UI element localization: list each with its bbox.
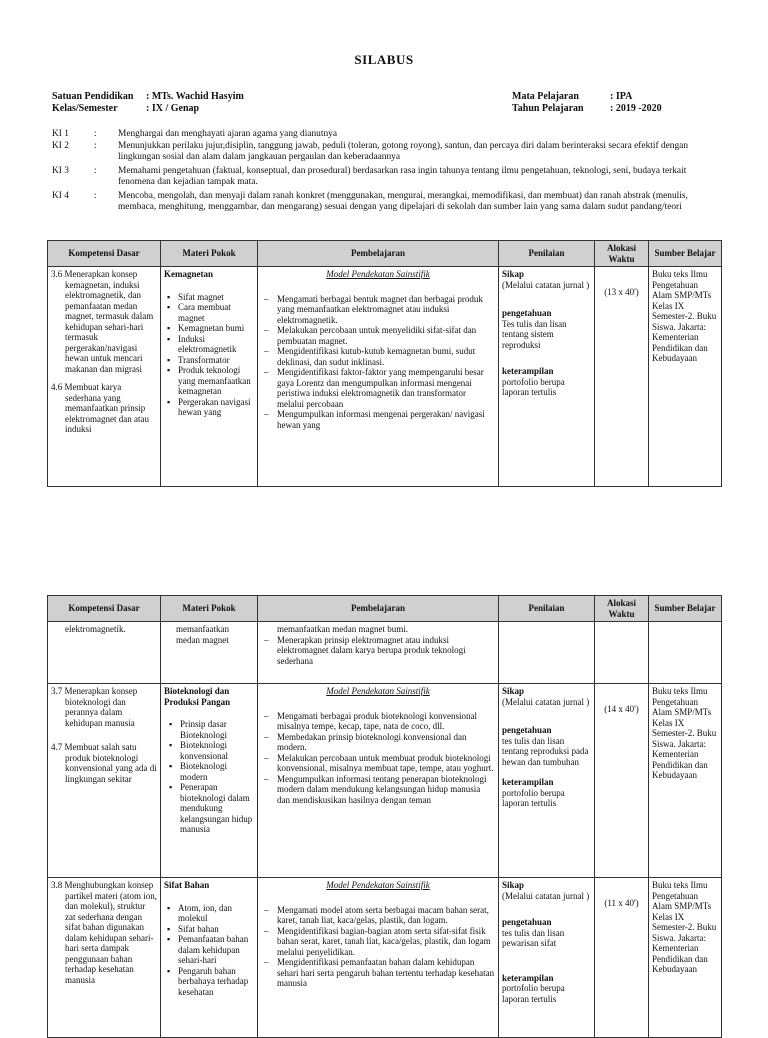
materi-text: memanfaatkan medan magnet — [176, 624, 229, 645]
penilaian-cell — [499, 684, 595, 878]
penilaian-cell — [499, 267, 595, 487]
pembelajaran-list — [261, 635, 495, 667]
kd-cell — [48, 684, 161, 878]
mapel-value: : IPA — [610, 91, 633, 102]
list-item: – Mengamati berbagai bentuk magnet dan berbagai produk yang memanfaatkan elektromagnet atau induksi elektromagnetik. — [277, 294, 495, 326]
ki-2: KI 2 : Menunjukkan perilaku jujur,disiplin, tanggung jawab, peduli (toleran, gotong royong), santun, dan percaya diri dalam berinteraksi secara efektif dengan lingkungan sosial dan alam dalam jangkauan pergaulan dan keberadaannya — [52, 141, 722, 162]
list-item: ▪ Kemagnetan bumi — [178, 323, 254, 334]
kd-text: 4.6 Membuat karya sederhana yang memanfaatkan prinsip elektromagnet dan atau induksi — [51, 382, 149, 434]
col-header: Penilaian — [499, 241, 595, 267]
materi-cell — [161, 878, 258, 1038]
pembelajaran-continued: memanfaatkan medan magnet bumi. — [277, 624, 408, 634]
keterampilan-label: keterampilan — [502, 972, 554, 983]
kelas-label: Kelas/Semester — [52, 103, 118, 114]
list-item: ▪ Bioteknologi konvensional — [180, 740, 254, 761]
ki-text: Mencoba, mengolah, dan menyaji dalam ranah konkret (menggunakan, mengurai, merangkai, memodifikasi, dan membuat) dan ranah abstrak (menulis, membaca, menghitung, menggambar, dan mengarang) sesuai dengan yang dipelajari di sekolah dan sumber lain yang sama dalam sudut pandang/teori — [118, 191, 688, 212]
col-header: Alokasi Waktu — [595, 596, 649, 622]
list-item: ▪ Pemanfaatan bahan dalam kehidupan sehari-hari — [178, 934, 254, 966]
sikap-note: (Melalui catatan jurnal ) — [502, 279, 590, 290]
kd-text: 3.7 Menerapkan konsep bioteknologi dan perannya dalam kehidupan manusia — [51, 686, 138, 728]
list-item: – Melakukan percobaan untuk membuat produk bioteknologi konvensional, misalnya membuat tape, tempe, atau yoghurt. — [277, 753, 495, 774]
ki-4: KI 4 : Mencoba, mengolah, dan menyaji dalam ranah konkret (menggunakan, mengurai, merangkai, memodifikasi, dan membuat) dan ranah abstrak (menulis, membaca, menghitung, menggambar, dan mengarang) sesuai dengan yang dipelajari di sekolah dan sumber lain yang sama dalam sudut pandang/teori — [52, 191, 722, 212]
kd-cell — [48, 267, 161, 487]
kelas-value: : IX / Genap — [146, 103, 200, 114]
table-row — [48, 878, 722, 1038]
kd-cell — [48, 878, 161, 1038]
penilaian-cell — [499, 878, 595, 1038]
ki-code: KI 2 — [52, 141, 69, 151]
materi-cell — [161, 267, 258, 487]
sumber-cell — [649, 267, 722, 487]
table-header-row — [48, 596, 722, 622]
sikap-note: (Melalui catatan jurnal ) — [502, 696, 590, 707]
materi-list — [164, 292, 254, 418]
list-item: – Mengumpulkan informasi tentang penerapan bioteknologi modern dalam mendukung kelangsungan hidup manusia dan mendiskusikan hasilnya dengan teman — [277, 774, 495, 806]
pembelajaran-cell — [258, 878, 499, 1038]
alokasi-value: (13 x 40') — [604, 287, 639, 297]
col-header: Materi Pokok — [161, 241, 258, 267]
pembelajaran-list — [261, 905, 495, 989]
satuan-value: : MTs. Wachid Hasyim — [146, 91, 244, 102]
keterampilan-label: keterampilan — [502, 366, 554, 376]
alokasi-cell — [595, 878, 649, 1038]
kd-text: elektromagnetik. — [65, 624, 126, 634]
pembelajaran-list — [261, 294, 495, 431]
syllabus-table-2 — [47, 595, 722, 1038]
ki-3: KI 3 : Memahami pengetahuan (faktual, konseptual, dan prosedural) berdasarkan rasa ingin tahunya tentang ilmu pengetahuan, teknologi, seni, budaya terkait fenomena dan kejadian tampak mata. — [52, 166, 722, 187]
col-header: Kompetensi Dasar — [48, 596, 161, 622]
col-header: Pembelajaran — [258, 596, 499, 622]
pengetahuan-label: pengetahuan — [502, 308, 552, 318]
list-item: – Membedakan prinsip bioteknologi konvensional dan modern. — [277, 732, 495, 753]
list-item: ▪ Induksi elektromagnetik — [178, 334, 254, 355]
materi-title: Bioteknologi dan Produksi Pangan — [164, 686, 231, 707]
list-item: ▪ Pergerakan navigasi hewan yang — [178, 397, 254, 418]
col-header: Pembelajaran — [258, 241, 499, 267]
ki-code: KI 4 — [52, 191, 69, 201]
keterampilan-label: keterampilan — [502, 777, 554, 787]
sumber-text: Buku teks Ilmu Pengetahuan Alam SMP/MTs Kelas IX Semester-2. Buku Siswa. Jakarta: Kementerian Pendidikan dan Kebudayaan — [652, 880, 717, 974]
alokasi-value: (14 x 40') — [604, 704, 639, 714]
list-item: – Mengidentifikasi kutub-kutub kemagnetan bumi, sudut deklinasi, dan sudut inklinasi. — [277, 346, 495, 367]
tahun-label: Tahun Pelajaran — [512, 103, 584, 114]
col-header: Sumber Belajar — [649, 241, 722, 267]
list-item: – Mengamati berbagai produk bioteknologi konvensional misalnya tempe, kecap, tape, nata de coco, dll. — [277, 711, 495, 732]
penilaian-cell — [499, 622, 595, 684]
pembelajaran-cell — [258, 267, 499, 487]
list-item: – Menerapkan prinsip elektromagnet atau induksi elektromagnet dalam karya berupa produk teknologi sederhana — [277, 635, 495, 667]
alokasi-cell — [595, 684, 649, 878]
pembelajaran-cell — [258, 622, 499, 684]
pengetahuan-label: pengetahuan — [502, 917, 552, 927]
list-item: ▪ Sifat bahan — [178, 924, 254, 935]
list-item: ▪ Transformator — [178, 355, 254, 366]
table-header-row — [48, 241, 722, 267]
alokasi-value: (11 x 40') — [604, 898, 639, 908]
syllabus-table-1 — [47, 240, 722, 487]
ki-text: Memahami pengetahuan (faktual, konseptual, dan prosedural) berdasarkan rasa ingin tahunya tentang ilmu pengetahuan, teknologi, seni, budaya terkait fenomena dan kejadian tampak mata. — [118, 166, 687, 187]
kd-cell — [48, 622, 161, 684]
ki-text: Menghargai dan menghayati ajaran agama yang dianutnya — [118, 129, 338, 139]
kd-text: 3.8 Menghubungkan konsep partikel materi (atom ion, dan molekul), struktur zat sederhana dengan sifat bahan digunakan dalam kehidupan sehari-hari serta dampak penggunaan bahan terhadap kesehatan manusia — [51, 880, 157, 985]
alokasi-cell — [595, 267, 649, 487]
list-item: ▪ Atom, ion, dan molekul — [178, 903, 254, 924]
col-header: Sumber Belajar — [649, 596, 722, 622]
col-header: Materi Pokok — [161, 596, 258, 622]
materi-title: Kemagnetan — [164, 269, 213, 279]
model-label: Model Pendekatan Sainstifik — [326, 880, 430, 890]
sumber-text: Buku teks Ilmu Pengetahuan Alam SMP/MTs Kelas IX Semester-2. Buku Siswa. Jakarta: Kementerian Pendidikan dan Kebudayaan — [652, 686, 717, 780]
list-item: ▪ Penerapan bioteknologi dalam mendukung kelangsungan hidup manusia — [180, 782, 254, 835]
sumber-cell — [649, 684, 722, 878]
materi-list — [164, 719, 254, 835]
table-row — [48, 267, 722, 487]
kd-text: 3.6 Menerapkan konsep kemagnetan, induksi elektromagnetik, dan pemanfaatan medan magnet, termasuk dalam kehidupan sehari-hari termasuk pergerakan/navigasi hewan untuk mencari makanan dan migrasi — [51, 269, 154, 374]
list-item: ▪ Sifat magnet — [178, 292, 254, 303]
pembelajaran-list — [261, 711, 495, 806]
list-item: ▪ Produk teknologi yang memanfaatkan kemagnetan — [178, 365, 254, 397]
table-row — [48, 684, 722, 878]
list-item: ▪ Pengaruh bahan berbahaya terhadap kesehatan — [178, 966, 254, 998]
pengetahuan-label: pengetahuan — [502, 725, 552, 735]
pengetahuan-note: tes tulis dan lisan pewarisan sifat — [502, 927, 565, 948]
list-item: – Mengumpulkan informasi mengenai pergerakan/ navigasi hewan yang — [277, 409, 495, 430]
materi-cell — [161, 622, 258, 684]
sikap-label: Sikap — [502, 880, 525, 890]
col-header: Alokasi Waktu — [595, 241, 649, 267]
col-header: Penilaian — [499, 596, 595, 622]
pengetahuan-note: Tes tulis dan lisan tentang sistem reproduksi — [502, 318, 567, 350]
list-item: ▪ Cara membuat magnet — [178, 302, 254, 323]
pengetahuan-note: tes tulis dan lisan tentang reproduksi pada hewan dan tumbuhan — [502, 735, 589, 767]
list-item: – Mengamati model atom serta berbagai macam bahan serat, karet, tanah liat, kaca/gelas, plastik, dan logam. — [277, 905, 495, 926]
materi-list — [164, 903, 254, 998]
table-row — [48, 622, 722, 684]
portofolio-note: portofolio berupa laporan tertulis — [502, 376, 565, 397]
col-header: Kompetensi Dasar — [48, 241, 161, 267]
sumber-cell — [649, 878, 722, 1038]
ki-code: KI 1 — [52, 129, 69, 139]
list-item: – Mengidentifikasi bagian-bagian atom serta sifat-sifat fisik bahan serat, karet, tanah liat, kaca/gelas, plastik, dan logam melalui penyelidikan. — [277, 926, 495, 958]
materi-cell — [161, 684, 258, 878]
sikap-label: Sikap — [502, 269, 525, 279]
list-item: ▪ Bioteknologi modern — [180, 761, 254, 782]
materi-title: Sifat Bahan — [164, 880, 210, 890]
list-item: – Mengidentifikasi faktor-faktor yang mempengaruhi besar gaya Lorentz dan mengumpulkan informasi mengenai peristiwa induksi elektromagnetik dan transformator melalui percobaan — [277, 367, 495, 409]
mapel-label: Mata Pelajaran — [512, 91, 579, 102]
sumber-text: Buku teks Ilmu Pengetahuan Alam SMP/MTs Kelas IX Semester-2. Buku Siswa. Jakarta: Kementerian Pendidikan dan Kebudayaan — [652, 269, 717, 363]
portofolio-note: portofolio berupa laporan tertulis — [502, 983, 565, 1004]
sikap-label: Sikap — [502, 686, 525, 696]
satuan-label: Satuan Pendidikan — [52, 91, 134, 102]
ki-text: Menunjukkan perilaku jujur,disiplin, tanggung jawab, peduli (toleran, gotong royong), santun, dan percaya diri dalam berinteraksi secara efektif dengan lingkungan sosial dan alam dalam jangkauan pergaulan dan keberadaannya — [118, 141, 689, 162]
ki-1: KI 1 : Menghargai dan menghayati ajaran agama yang dianutnya — [52, 129, 722, 140]
ki-code: KI 3 — [52, 166, 69, 176]
model-label: Model Pendekatan Sainstifik — [326, 269, 430, 279]
sumber-cell — [649, 622, 722, 684]
portofolio-note: portofolio berupa laporan tertulis — [502, 787, 565, 808]
sikap-note: (Melalui catatan jurnal ) — [502, 890, 590, 901]
list-item: ▪ Prinsip dasar Bioteknologi — [180, 719, 254, 740]
list-item: – Mengidentifikasi pemanfaatan bahan dalam kehidupan sehari hari serta pengaruh bahan tertentu terhadap kesehatan manusia — [277, 957, 495, 989]
model-label: Model Pendekatan Sainstifik — [326, 686, 430, 696]
tahun-value: : 2019 -2020 — [610, 103, 662, 114]
kd-text: 4.7 Membuat salah satu produk bioteknologi konvensional yang ada di lingkungan sekitar — [51, 742, 157, 784]
page-title: SILABUS — [354, 52, 414, 67]
list-item: – Melakukan percobaan untuk menyelidiki sifat-sifat dan pembuatan magnet. — [277, 325, 495, 346]
alokasi-cell — [595, 622, 649, 684]
pembelajaran-cell — [258, 684, 499, 878]
